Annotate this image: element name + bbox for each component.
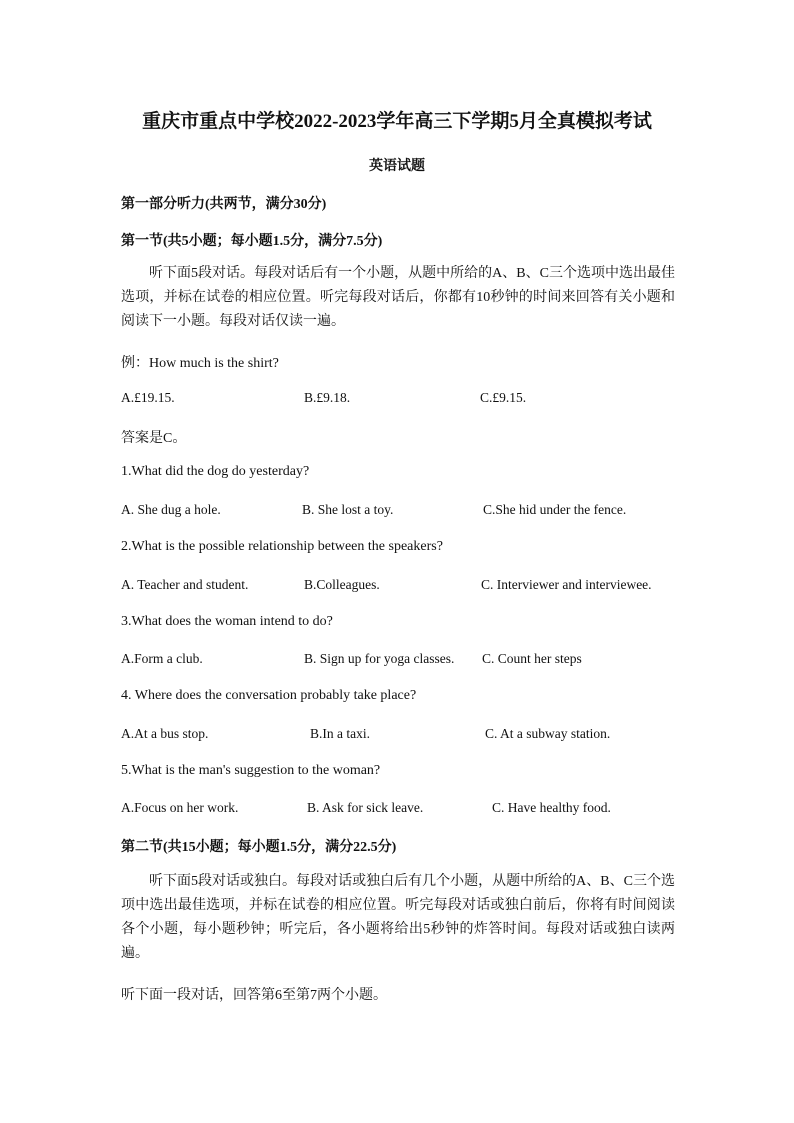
question-3-option-b: B. Sign up for yoga classes. xyxy=(304,651,455,666)
question-3: 3.What does the woman intend to do? xyxy=(121,614,333,629)
section2-instructions-text: 听下面5段对话或独白。每段对话或独白后有几个小题，从题中所给的A、B、C三个选项中选出最佳选项，并标在试卷的相应位置。听完每段对话或独白前后，你将有时间阅读各个小题，每小题秒钟；听完后，各小题将给出5秒钟的炸答时间。每段对话或独白读两遍。 xyxy=(121,874,675,961)
question-2-option-c: C. Interviewer and interviewee. xyxy=(481,577,652,592)
question-1-option-b: B. She lost a toy. xyxy=(302,502,394,517)
question-3-option-a: A.Form a club. xyxy=(121,651,203,666)
question-2: 2.What is the possible relationship between the speakers? xyxy=(121,539,443,554)
exam-subtitle: 英语试题 xyxy=(369,159,425,174)
question-4-option-c: C. At a subway station. xyxy=(485,726,611,741)
question-5-option-c: C. Have healthy food. xyxy=(492,800,611,815)
example-question: 例：How much is the shirt? xyxy=(121,356,279,371)
part1-heading: 第一部分听力(共两节，满分30分) xyxy=(121,197,327,212)
question-4-option-b: B.In a taxi. xyxy=(310,726,370,741)
question-5-option-a: A.Focus on her work. xyxy=(121,800,239,815)
question-1-option-c: C.She hid under the fence. xyxy=(483,502,627,517)
question-5-option-b: B. Ask for sick leave. xyxy=(307,800,424,815)
question-5: 5.What is the man's suggestion to the woman? xyxy=(121,763,381,778)
example-option-a: A.£19.15. xyxy=(121,390,175,405)
question-2-option-a: A. Teacher and student. xyxy=(121,577,249,592)
section2-heading: 第二节(共15小题；每小题1.5分，满分22.5分) xyxy=(121,840,397,855)
section2-instructions xyxy=(121,870,675,966)
question-1-option-a: A. She dug a hole. xyxy=(121,502,221,517)
section1-heading: 第一节(共5小题；每小题1.5分，满分7.5分) xyxy=(121,234,383,249)
question-4-option-a: A.At a bus stop. xyxy=(121,726,209,741)
section1-instructions xyxy=(121,262,675,334)
question-3-option-c: C. Count her steps xyxy=(482,651,582,666)
example-option-b: B.£9.18. xyxy=(304,390,351,405)
question-2-option-b: B.Colleagues. xyxy=(304,577,380,592)
section1-instructions-text: 听下面5段对话。每段对话后有一个小题，从题中所给的A、B、C三个选项中选出最佳选项，并标在试卷的相应位置。听完每段对话后，你都有10秒钟的时间来回答有关小题和阅读下一小题。每段对话仅读一遍。 xyxy=(121,266,675,329)
question-4: 4. Where does the conversation probably take place? xyxy=(121,688,417,703)
exam-title: 重庆市重点中学校2022-2023学年高三下学期5月全真模拟考试 xyxy=(142,111,652,132)
question-1: 1.What did the dog do yesterday? xyxy=(121,464,310,479)
example-answer: 答案是C。 xyxy=(121,431,187,446)
section2-note: 听下面一段对话，回答第6至第7两个小题。 xyxy=(121,988,387,1003)
example-option-c: C.£9.15. xyxy=(480,390,527,405)
